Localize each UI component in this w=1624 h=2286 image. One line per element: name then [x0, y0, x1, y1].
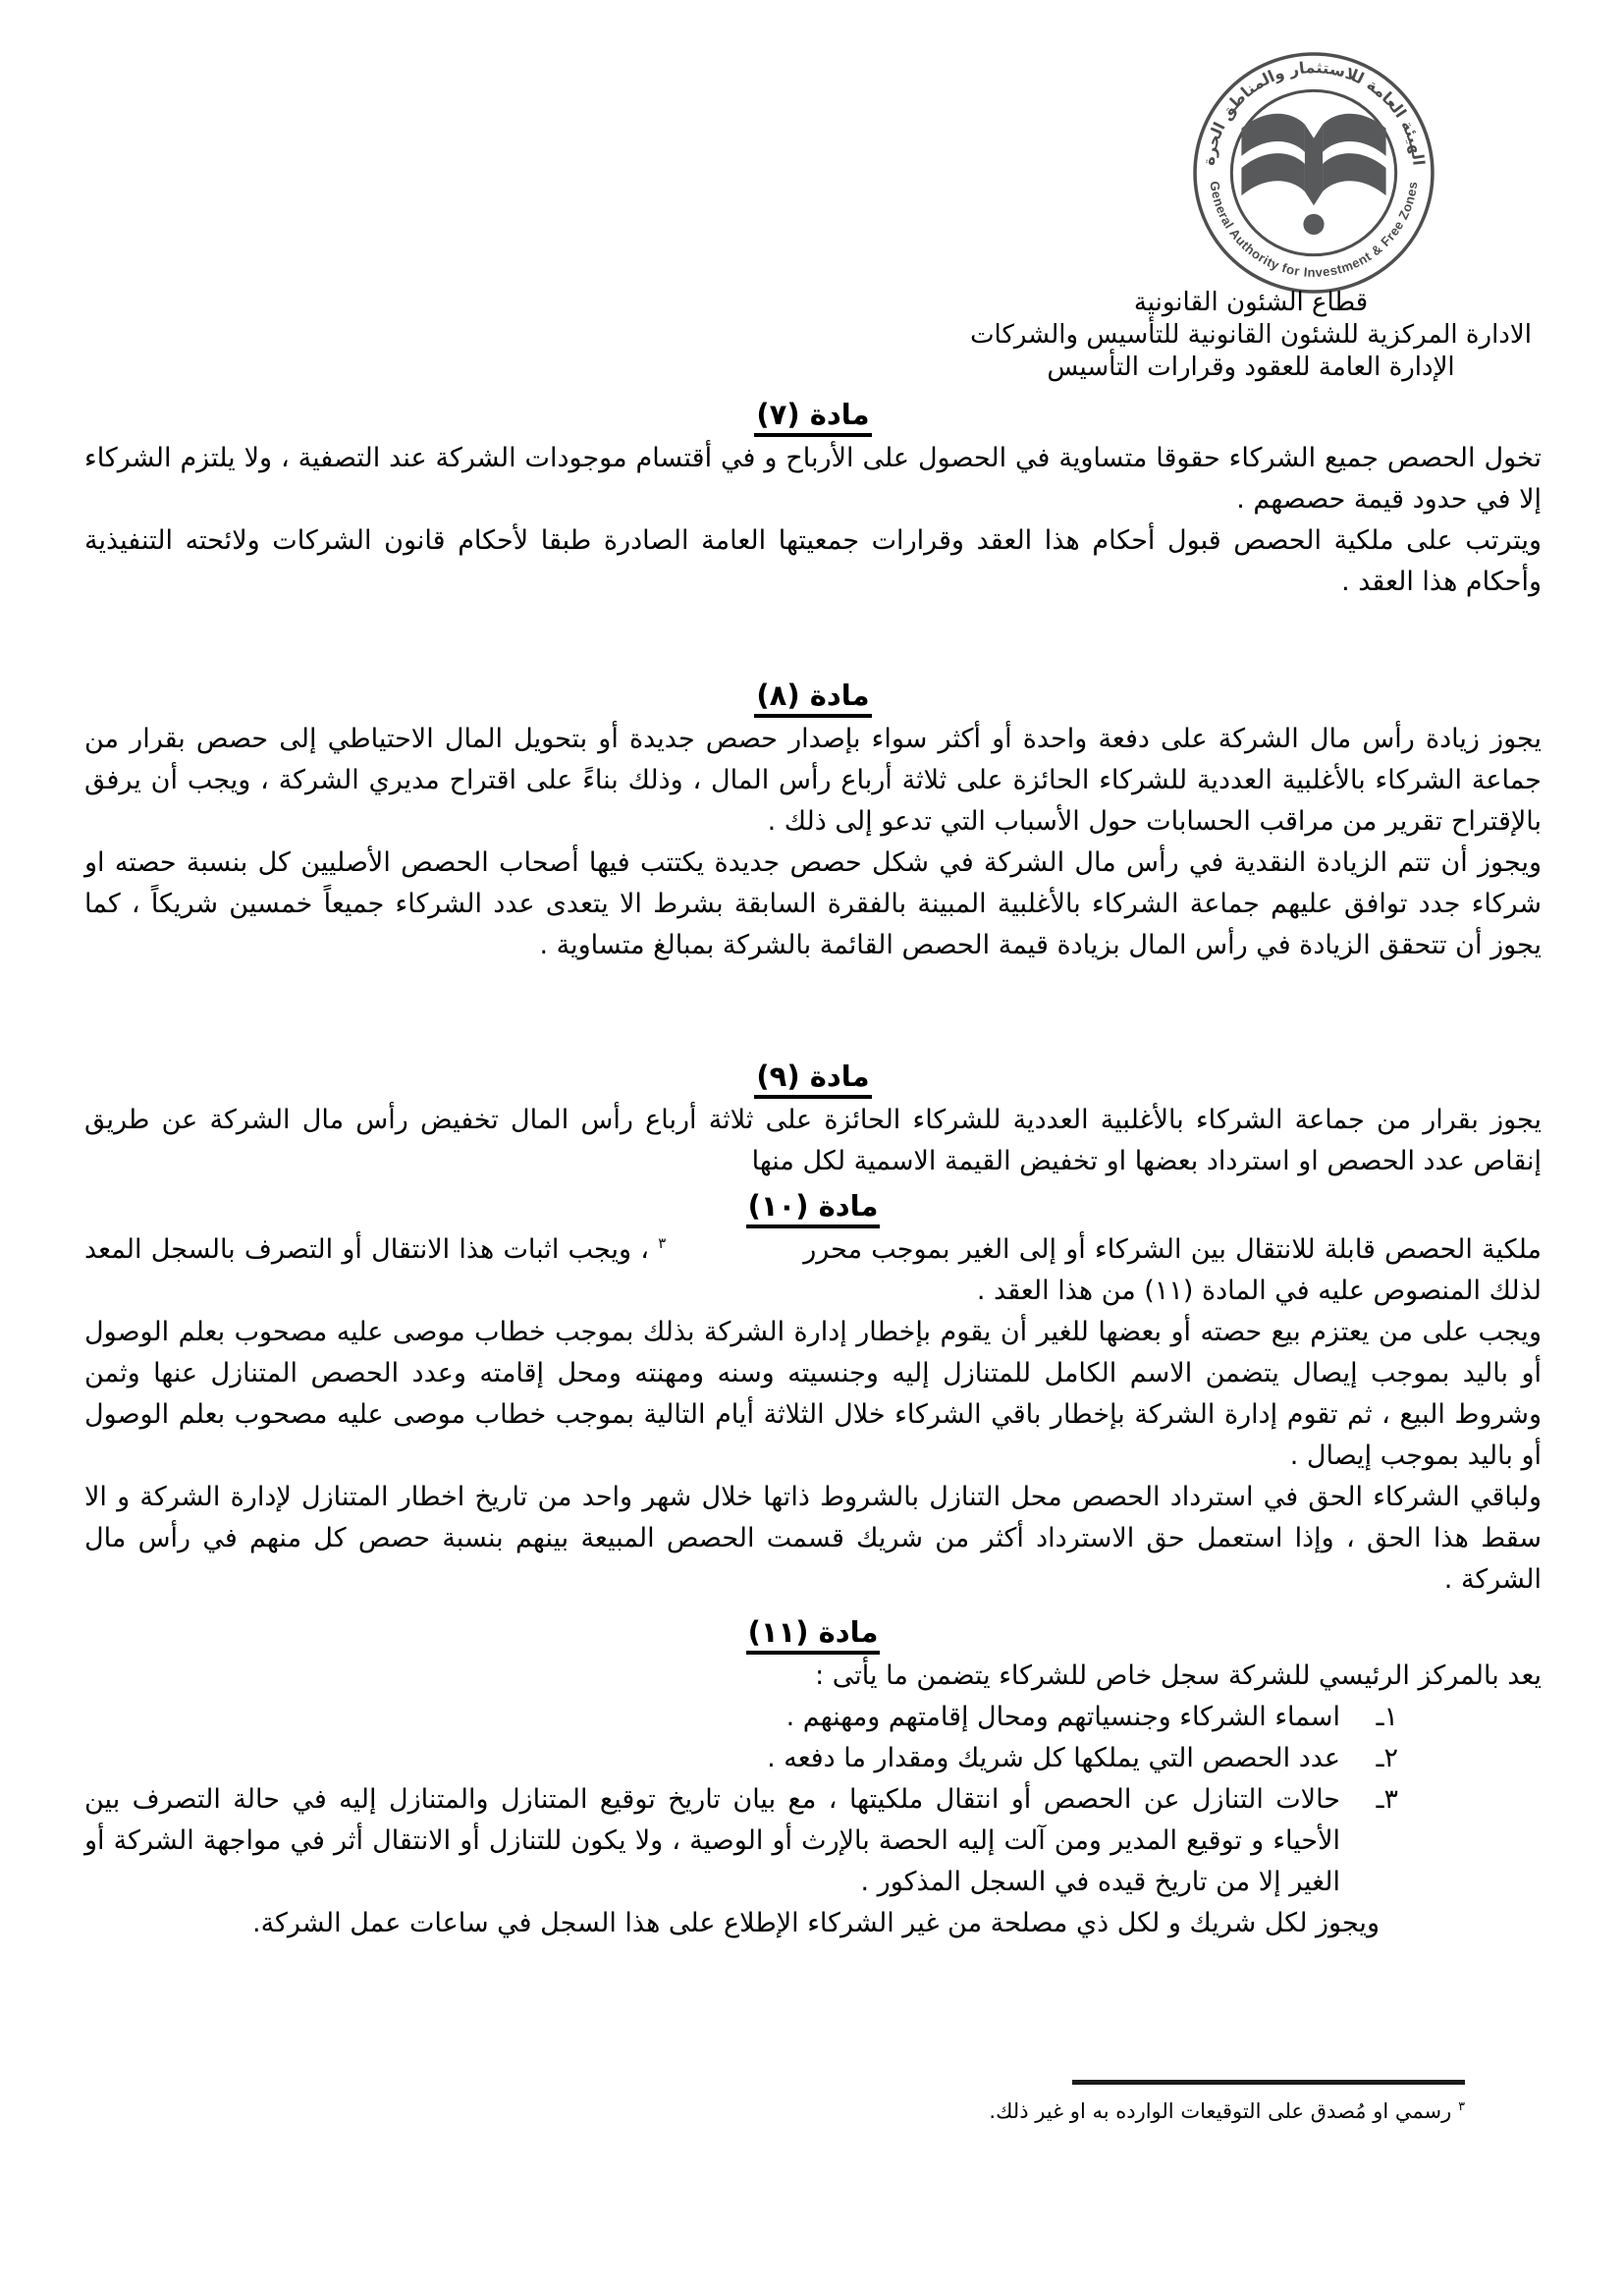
- open-book-seal-icon: [1190, 49, 1437, 297]
- article-10-section: [84, 1186, 1542, 1601]
- article-9-paragraph-1: يجوز بقرار من جماعة الشركاء بالأغلبية العددية للشركاء الحائزة على ثلاثة أرباع رأس المال تخفيض رأس مال الشركة عن طريق إنقاص عدد الحصص او استرداد بعضها او تخفيض القيمة الاسمية لكل منها: [84, 1105, 1542, 1176]
- list-item-1-text: اسماء الشركاء وجنسياتهم ومحال إقامتهم ومهنهم .: [785, 1702, 1340, 1732]
- article-8-section: [84, 676, 1542, 966]
- list-item-3-text: حالات التنازل عن الحصص أو انتقال ملكيتها ، مع بيان تاريخ توقيع المتنازل والمتنازل إليه في حالة التصرف بين الأحياء و توقيع المدير ومن آلت إليه الحصة بالإرث أو الوصية ، ولا يكون للتنازل أو الانتقال أثر في مواجهة الشركة أو الغير إلا من تاريخ قيده في السجل المذكور .: [84, 1784, 1340, 1897]
- article-11-intro: يعد بالمركز الرئيسي للشركة سجل خاص للشركاء يتضمن ما يأتى :: [815, 1660, 1542, 1691]
- article-11-title: مادة (١١): [84, 1612, 1542, 1652]
- seal-arabic-ring-text: الهيئة العامة للاستثمار والمناطق الحرة: [1199, 58, 1429, 167]
- list-item-2: [84, 1738, 1542, 1779]
- article-10-title: مادة (١٠): [84, 1186, 1542, 1225]
- article-10-paragraph-3: ولباقي الشركاء الحق في استرداد الحصص محل التنازل بالشروط ذاتها خلال شهر واحد من تاريخ اخطار المتنازل لإدارة الشركة و الا سقط هذا الحق ، وإذا استعمل حق الاسترداد أكثر من شريك قسمت الحصص المبيعة بينهم بنسبة حصص كل منهم في رأس مال الشركة .: [84, 1482, 1542, 1595]
- register-items-list: [84, 1697, 1542, 1903]
- transfer-clause-after-blank: ، ويجب اثبات هذا الانتقال أو التصرف بالسجل المعد لذلك المنصوص عليه في المادة (١١) من هذا العقد .: [84, 1234, 1542, 1306]
- article-7-section: [84, 395, 1542, 603]
- list-item-2-number: ٢ـ: [1376, 1743, 1398, 1773]
- article-7-paragraph-1: تخول الحصص جميع الشركاء حقوقا متساوية في الحصول على الأرباح و في أقتسام موجودات الشركة عند التصفية ، ولا يلتزم الشركاء إلا في حدود قيمة حصصهم .: [84, 443, 1542, 515]
- footnote-separator-line: [1072, 2080, 1465, 2085]
- transfer-clause-before-blank: ملكية الحصص قابلة للانتقال بين الشركاء أو إلى الغير بموجب محرر: [803, 1234, 1542, 1265]
- footnote-body: رسمي او مُصدق على التوقيعات الوارده به او غير ذلك.: [989, 2099, 1452, 2123]
- article-10-paragraph-2: ويجب على من يعتزم بيع حصته أو بعضها للغير أن يقوم بإخطار إدارة الشركة بذلك بموجب خطاب موصى عليه مصحوب بعلم الوصول أو باليد بموجب إيصال يتضمن الاسم الكامل للمتنازل إليه وجنسيته وسنه ومهنته ومحل إقامته وعدد الحصص المتنازل عنها وثمن وشروط البيع ، ثم تقوم إدارة الشركة بإخطار باقي الشركاء خلال الثلاثة أيام التالية بموجب خطاب موصى عليه مصحوب بعلم الوصول أو باليد بموجب إيصال .: [84, 1317, 1542, 1471]
- article-9-title: مادة (٩): [84, 1057, 1542, 1096]
- article-10-paragraph-1: [84, 1229, 1542, 1312]
- article-8-paragraph-1: يجوز زيادة رأس مال الشركة على دفعة واحدة أو أكثر سواء بإصدار حصص جديدة أو بتحويل المال الاحتياطي إلى حصص بقرار من جماعة الشركاء بالأغلبية العددية للشركاء الحائزة على ثلاثة أرباع رأس المال ، وذلك بناءً على اقتراح مديري الشركة ، ويجب أن يرفق بالإقتراح تقرير من مراقب الحسابات حول الأسباب التي تدعو إلى ذلك .: [84, 724, 1542, 837]
- footnote-text: [915, 2092, 1465, 2126]
- footnote-marker: ٣: [1458, 2098, 1465, 2113]
- article-11-section: [84, 1612, 1542, 1944]
- article-7-paragraph-2: ويترتب على ملكية الحصص قبول أحكام هذا العقد وقرارات جمعيتها العامة الصادرة طبقا لأحكام قانون الشركات ولائحته التنفيذية وأحكام هذا العقد .: [84, 525, 1542, 597]
- dept-line-sector: قطاع الشئون القانونية: [1133, 288, 1369, 317]
- list-item-1: [84, 1697, 1542, 1738]
- letterhead-department-lines: [956, 287, 1545, 384]
- article-8-title: مادة (٨): [84, 676, 1542, 715]
- dept-line-general-admin: الإدارة العامة للعقود وقرارات التأسيس: [1047, 353, 1455, 382]
- list-item-3: [84, 1779, 1542, 1903]
- article-9-section: [84, 1057, 1542, 1182]
- article-11-closing: ويجوز لكل شريك و لكل ذي مصلحة من غير الشركاء الإطلاع على هذا السجل في ساعات عمل الشركة.: [252, 1908, 1380, 1938]
- article-8-paragraph-2: ويجوز أن تتم الزيادة النقدية في رأس مال الشركة في شكل حصص جديدة يكتتب فيها أصحاب الحصص الأصليين كل بنسبة حصته او شركاء جدد توافق عليهم جماعة الشركاء بالأغلبية المبينة بالفقرة السابقة بشرط الا يتعدى عدد الشركاء جميعاً خمسين شريكاً ، كما يجوز أن تتحقق الزيادة في رأس المال بزيادة قيمة الحصص القائمة بالشركة بمبالغ متساوية .: [84, 847, 1542, 960]
- blank-space: [666, 1257, 803, 1258]
- open-book-icon: [1241, 114, 1385, 235]
- list-item-2-text: عدد الحصص التي يملكها كل شريك ومقدار ما دفعه .: [767, 1743, 1340, 1773]
- gafi-seal-logo: [1190, 49, 1437, 297]
- dept-line-central-admin: الادارة المركزية للشئون القانونية للتأسيس والشركات: [970, 320, 1532, 350]
- footnote-ref-3: ٣: [658, 1234, 667, 1252]
- list-item-1-number: ١ـ: [1376, 1702, 1398, 1732]
- list-item-3-number: ٣ـ: [1376, 1784, 1398, 1815]
- article-7-title: مادة (٧): [84, 395, 1542, 434]
- seal-english-ring-text: General Authority for Investment & Free Zones: [1207, 180, 1421, 280]
